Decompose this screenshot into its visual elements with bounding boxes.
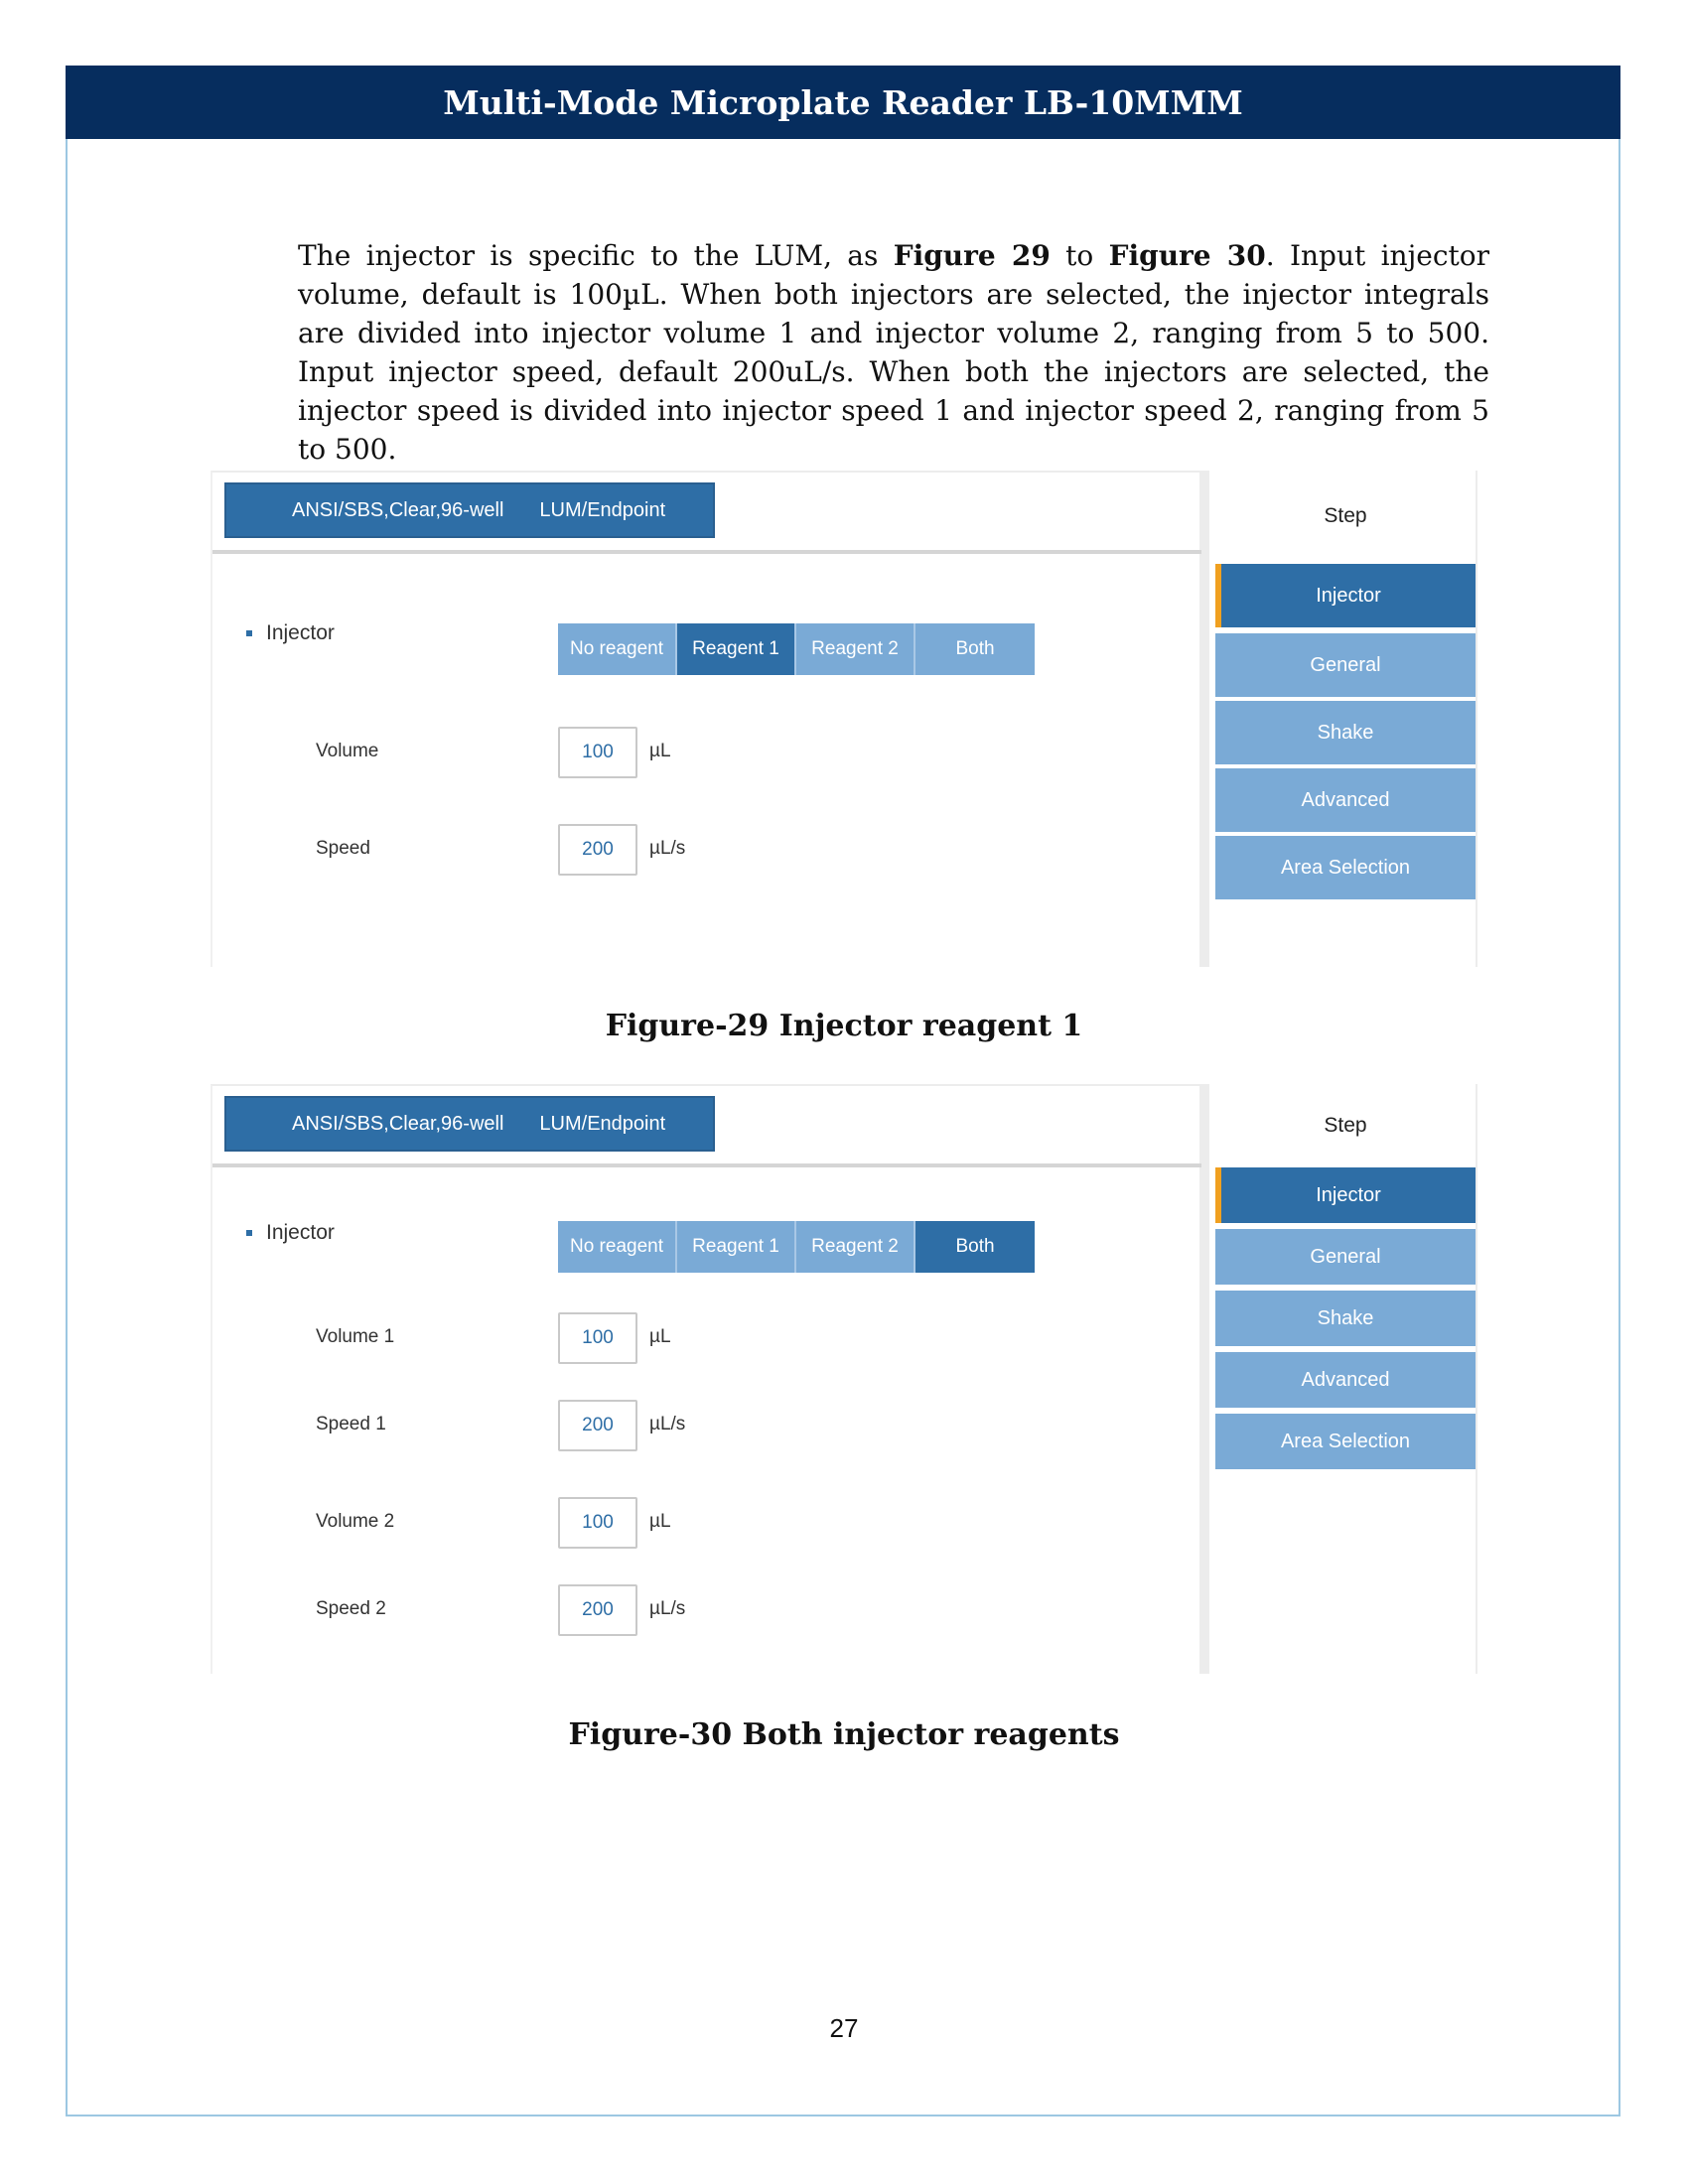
volume-1-unit: µL [649,1326,671,1347]
read-mode: LUM/Endpoint [539,498,666,521]
plate-info-bar [224,1096,715,1152]
plate-type: ANSI/SBS,Clear,96-well [292,1112,504,1135]
figure-30-screenshot [211,1084,1477,1674]
volume-input[interactable]: 100 [558,727,637,778]
segment-both[interactable]: Both [915,1221,1035,1273]
volume-2-label: Volume 2 [316,1511,395,1532]
bullet-icon [246,630,252,636]
intro-paragraph [298,236,1489,469]
speed-2-label: Speed 2 [316,1598,386,1619]
segment-reagent-2[interactable]: Reagent 2 [796,623,915,675]
plate-info-bar [224,482,715,538]
plate-type: ANSI/SBS,Clear,96-well [292,498,504,521]
step-area-selection[interactable]: Area Selection [1215,1414,1476,1469]
step-title: Step [1324,1114,1367,1137]
segment-reagent-1[interactable]: Reagent 1 [677,623,796,675]
bullet-icon [246,1230,252,1236]
volume-unit: µL [649,741,671,761]
step-injector[interactable]: Injector [1215,564,1476,627]
volume-1-input[interactable]: 100 [558,1312,637,1364]
page-title: Multi-Mode Microplate Reader LB-10MMM [443,82,1243,122]
intro-text-2: to [1050,239,1109,272]
segment-both[interactable]: Both [915,623,1035,675]
figure-29-caption: Figure-29 Injector reagent 1 [605,1009,1083,1043]
settings-panel [211,1084,1209,1674]
section-label-text: Injector [266,621,335,644]
settings-panel [211,471,1209,967]
page-number: 27 [829,2013,859,2043]
speed-1-input[interactable]: 200 [558,1400,637,1451]
speed-1-unit: µL/s [649,1414,686,1434]
step-sidebar [1215,471,1477,967]
segment-no-reagent[interactable]: No reagent [558,1221,677,1273]
step-general[interactable]: General [1215,1229,1476,1285]
step-general[interactable]: General [1215,633,1476,697]
step-title: Step [1324,504,1367,527]
reagent-segmented-control [558,623,1035,675]
header-bar [66,66,1620,139]
segment-no-reagent[interactable]: No reagent [558,623,677,675]
segment-reagent-2[interactable]: Reagent 2 [796,1221,915,1273]
intro-text-3: . Input injector volume, default is 100µL. When both injectors are selected, the injector integrals are divided into injector volume 1 and injector volume 2, ranging from 5 to 500. Input injector speed, default 200uL/s. When both the injectors are selected, the injector speed is divided into injector speed 1 and injector speed 2, ranging from 5 to 500. [298,239,1490,466]
injector-section-label [246,621,335,645]
step-advanced[interactable]: Advanced [1215,1352,1476,1408]
speed-label: Speed [316,838,370,859]
divider [212,550,1201,554]
section-label-text: Injector [266,1221,335,1244]
segment-reagent-1[interactable]: Reagent 1 [677,1221,796,1273]
step-area-selection[interactable]: Area Selection [1215,836,1476,899]
figure-30-ref: Figure 30 [1108,239,1266,272]
injector-section-label [246,1221,335,1245]
speed-2-input[interactable]: 200 [558,1584,637,1636]
figure-30-caption: Figure-30 Both injector reagents [568,1717,1120,1752]
reagent-segmented-control [558,1221,1035,1273]
step-sidebar [1215,1084,1477,1674]
step-shake[interactable]: Shake [1215,1291,1476,1346]
figure-29-ref: Figure 29 [893,239,1051,272]
volume-2-input[interactable]: 100 [558,1497,637,1549]
step-shake[interactable]: Shake [1215,701,1476,764]
volume-1-label: Volume 1 [316,1326,395,1347]
speed-input[interactable]: 200 [558,824,637,876]
step-advanced[interactable]: Advanced [1215,768,1476,832]
speed-unit: µL/s [649,838,686,859]
speed-1-label: Speed 1 [316,1414,386,1434]
figure-29-screenshot [211,471,1477,967]
intro-text-1: The injector is specific to the LUM, as [298,239,894,272]
volume-2-unit: µL [649,1511,671,1532]
step-injector[interactable]: Injector [1215,1167,1476,1223]
volume-label: Volume [316,741,379,761]
read-mode: LUM/Endpoint [539,1112,666,1135]
divider [212,1163,1201,1167]
speed-2-unit: µL/s [649,1598,686,1619]
